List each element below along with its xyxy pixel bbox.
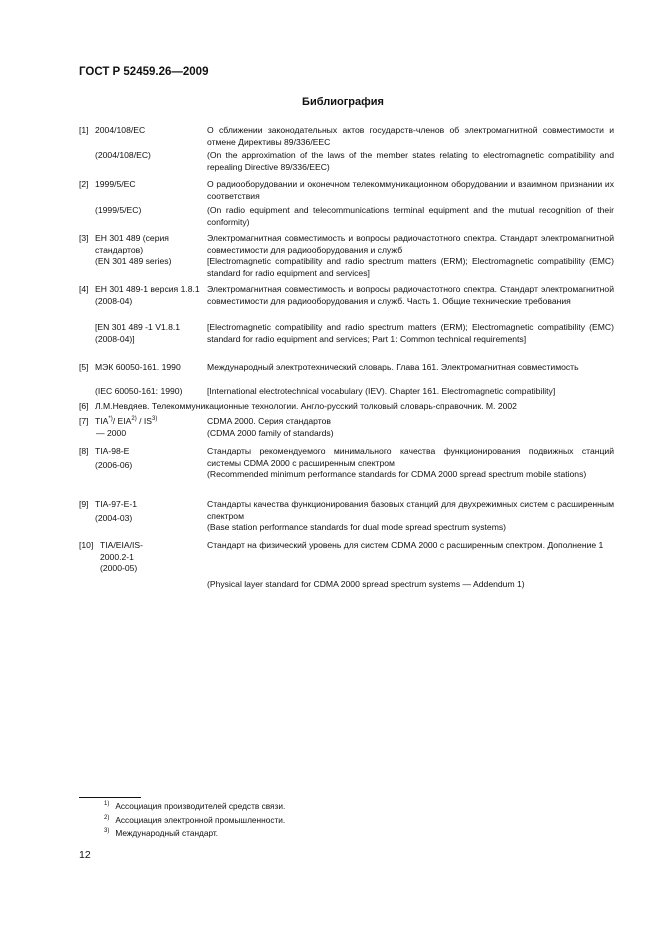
entry-number: [6] <box>79 401 89 411</box>
entry-code-line: — 2000 <box>96 427 127 438</box>
entry-text-en: (On the approximation of the laws of the member states relating to electromagnetic compatibility and repealing Directive 89/336/EEC) <box>207 150 614 172</box>
entry-code: 2004/108/ЕС <box>95 125 146 135</box>
entry-number: [1] <box>79 125 89 135</box>
entry-texts <box>207 416 614 439</box>
entry-code: МЭК 60050-161. 1990 <box>95 362 181 372</box>
entry-code <box>95 499 203 524</box>
entry-code <box>95 446 203 471</box>
entry-text-en: (Recommended minimum performance standards for CDMA 2000 spread spectrum mobile stations) <box>207 469 587 480</box>
entry-code-en: (IEC 60050-161: 1990) <box>95 386 183 396</box>
entry-code-line: 2000.2-1 <box>100 551 134 562</box>
entry-text-en: (CDMA 2000 family of standards) <box>207 427 334 438</box>
entry-code <box>95 540 203 575</box>
entry-number: [8] <box>79 446 89 456</box>
entry-code-line: TIA-97-E-1 <box>95 499 138 509</box>
entry-number: [7] <box>79 416 89 426</box>
entry-code-line: (2000-05) <box>100 563 138 574</box>
entry-code-line: TIA*)/ EIA$^{2)}$ / IS$^{3)}$ <box>95 416 158 426</box>
entry-texts <box>207 446 614 481</box>
entry-code-line: (2004-03) <box>95 512 133 523</box>
entry-code-line: TIA-98-E <box>95 446 130 456</box>
entry-code <box>95 416 203 439</box>
page-number: 12 <box>79 849 91 861</box>
footnote-text: Ассоциация производителей средств связи. <box>115 801 286 811</box>
entry-texts <box>207 233 614 279</box>
entry-code-en: (1999/5/EC) <box>95 205 142 215</box>
entry-code-line: TIA/EIA/IS- <box>100 540 143 550</box>
entry-text-ru: Электромагнитная совместимость и вопросы радиочастотного спектра. Стандарт электромагнитной совместимости для радиооборудования и служб. Часть 1. Общие технические требования <box>207 284 614 306</box>
entry-number: [5] <box>79 362 89 372</box>
entry-code: 1999/5/ЕС <box>95 179 136 189</box>
entry-text-ru: Стандарты рекомендуемого минимального качества функционирования подвижных станций системы CDMA 2000 с расширенным спектром <box>207 446 614 468</box>
entry-number: [2] <box>79 179 89 189</box>
entry-code: ЕН 301 489-1 версия 1.8.1 (2008-04) <box>95 284 200 306</box>
entry-text-en: [Electromagnetic compatibility and radio spectrum matters (ERM); Electromagnetic compatibility (EMC) standard for radio equipment and services; Part 1: Common technical requirements] <box>207 322 614 344</box>
entry-texts <box>207 499 614 534</box>
entry-text-en: [International electrotechnical vocabulary (IEV). Chapter 161. Electromagnetic compatibility] <box>207 386 556 396</box>
entry-text-en: (Base station performance standards for dual mode spread spectrum systems) <box>207 522 507 533</box>
entry-text-ru: CDMA 2000. Серия стандартов <box>207 416 331 426</box>
footnote-separator <box>79 797 141 798</box>
entry-number: [10] <box>79 540 94 550</box>
entry-text-ru: Стандарты качества функционирования базовых станций для двухрежимных систем с расширенным спектром <box>207 499 614 521</box>
entry-text-ru: Электромагнитная совместимость и вопросы радиочастотного спектра. Стандарт электромагнитной совместимости для радиооборудования и служб <box>207 233 614 255</box>
entry-text-en: (On radio equipment and telecommunications terminal equipment and the mutual recognition of their conformity) <box>207 205 614 227</box>
footnote-mark: 3) <box>104 828 110 835</box>
footnote-text: Международный стандарт. <box>115 828 219 838</box>
document-header: ГОСТ Р 52459.26—2009 <box>79 66 209 78</box>
entry-code-en: (2004/108/EC) <box>95 150 151 160</box>
entry-text-ru: О радиооборудовании и оконечном телекоммуникационном оборудовании и взаимном признании их соответствия <box>207 179 614 201</box>
entry-text-ru: Международный электротехнический словарь. Глава 161. Электромагнитная совместимость <box>207 362 579 372</box>
entry-code-en: [EN 301 489 -1 V1.8.1 (2008-04)] <box>95 322 181 344</box>
entry-text-ru: Стандарт на физический уровень для систем CDMA 2000 с расширенным спектром. Дополнение 1 <box>207 540 604 550</box>
footnote-mark: 1) <box>104 801 110 808</box>
entry-code <box>95 233 203 268</box>
entry-number: [4] <box>79 284 89 294</box>
entry-text-full: Л.М.Невдяев. Телекоммуникационные технологии. Англо-русский толковый словарь-справочник. М. 2002 <box>95 401 517 411</box>
entry-number: [3] <box>79 233 89 243</box>
footnote <box>104 801 285 812</box>
footnote-mark: 2) <box>104 815 110 822</box>
footnote <box>104 815 285 826</box>
entry-number: [9] <box>79 499 89 509</box>
entry-text-en: (Physical layer standard for CDMA 2000 spread spectrum systems — Addendum 1) <box>207 579 525 589</box>
entry-text-ru: О сближении законодательных актов государств-членов об электромагнитной совместимости и отмене Директивы 89/336/ЕЕС <box>207 125 614 147</box>
entry-code-en: (EN 301 489 series) <box>95 256 172 267</box>
entry-code-line: (2006-06) <box>95 459 133 470</box>
entry-text-en: [Electromagnetic compatibility and radio spectrum matters (ERM); Electromagnetic compatibility (EMC) standard for radio equipment and services] <box>207 256 614 278</box>
footnote-text: Ассоциация электронной промышленности. <box>115 815 286 825</box>
footnote <box>104 828 218 839</box>
page-title: Библиография <box>302 96 384 108</box>
entry-code-ru: ЕН 301 489 (серия стандартов) <box>95 233 169 255</box>
